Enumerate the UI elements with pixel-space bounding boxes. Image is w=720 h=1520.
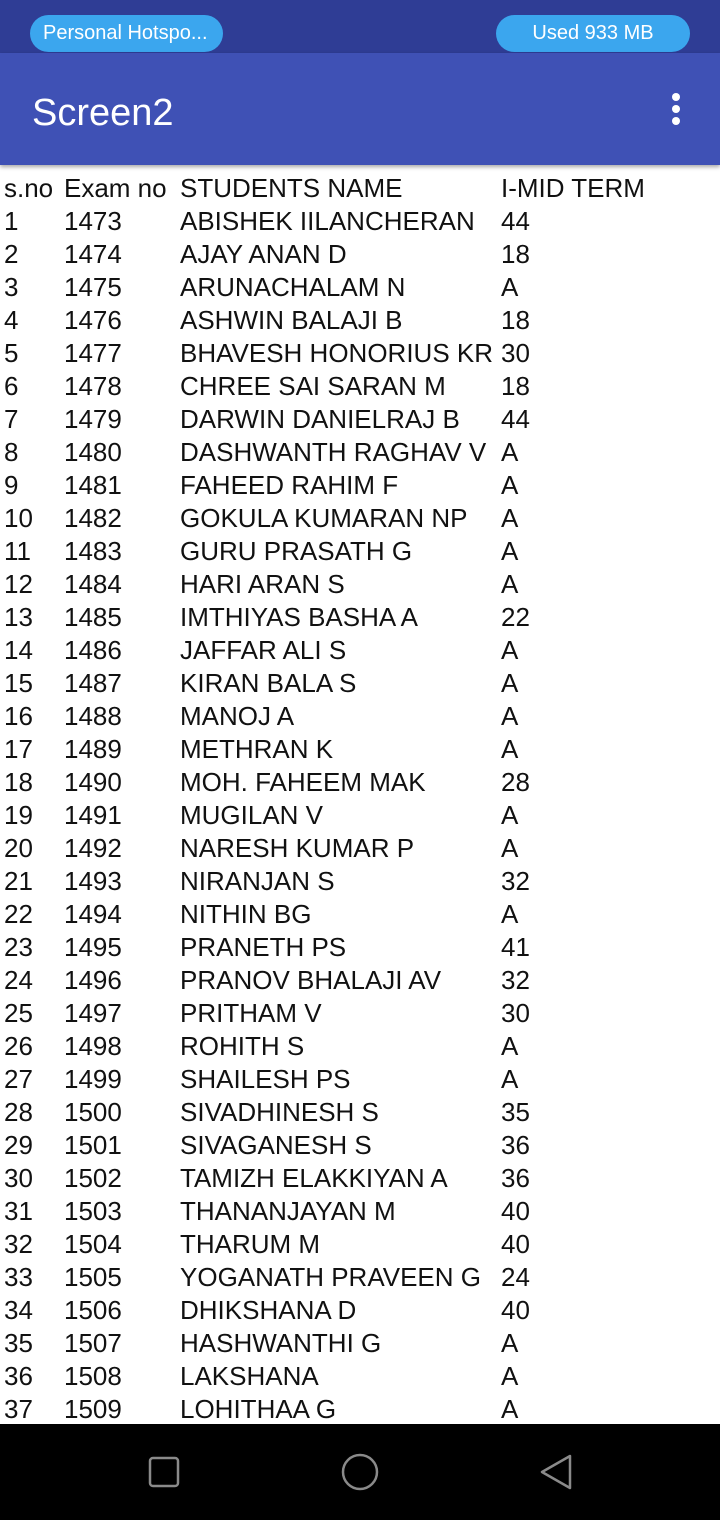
- cell-mid-term: A: [501, 437, 519, 467]
- cell-mid-term: 24: [501, 1262, 530, 1292]
- cell-exam-no: 1502: [64, 1163, 122, 1193]
- table-row: [0, 601, 720, 634]
- table-row: [0, 1261, 720, 1294]
- navigation-bar: [0, 1424, 720, 1520]
- cell-student-name: MANOJ A: [180, 701, 295, 731]
- cell-sno: 35: [4, 1328, 33, 1358]
- cell-mid-term: 32: [501, 866, 530, 896]
- cell-mid-term: A: [501, 635, 519, 665]
- cell-mid-term: A: [501, 470, 519, 500]
- cell-exam-no: 1485: [64, 602, 122, 632]
- cell-mid-term: A: [501, 272, 519, 302]
- cell-mid-term: A: [501, 833, 519, 863]
- cell-sno: 21: [4, 866, 33, 896]
- cell-mid-term: A: [501, 536, 519, 566]
- cell-sno: 11: [4, 536, 31, 566]
- cell-mid-term: A: [501, 668, 519, 698]
- cell-sno: 6: [4, 371, 19, 401]
- cell-student-name: HARI ARAN S: [180, 569, 345, 599]
- cell-student-name: GURU PRASATH G: [180, 536, 413, 566]
- cell-student-name: METHRAN K: [180, 734, 334, 764]
- table-row: [0, 436, 720, 469]
- cell-sno: 19: [4, 800, 33, 830]
- home-icon[interactable]: [338, 1450, 382, 1494]
- cell-sno: 15: [4, 668, 33, 698]
- recent-apps-icon[interactable]: [142, 1450, 186, 1494]
- table-row: [0, 1129, 720, 1162]
- cell-sno: 24: [4, 965, 33, 995]
- cell-student-name: HASHWANTHI G: [180, 1328, 382, 1358]
- cell-sno: 28: [4, 1097, 33, 1127]
- cell-sno: 10: [4, 503, 33, 533]
- cell-sno: 8: [4, 437, 19, 467]
- table-row: [0, 931, 720, 964]
- cell-exam-no: 1491: [64, 800, 122, 830]
- cell-sno: 37: [4, 1394, 33, 1424]
- table-row: [0, 1096, 720, 1129]
- table-row: [0, 799, 720, 832]
- cell-student-name: NIRANJAN S: [180, 866, 335, 896]
- cell-exam-no: 1504: [64, 1229, 122, 1259]
- cell-sno: 20: [4, 833, 33, 863]
- cell-mid-term: 18: [501, 239, 530, 269]
- cell-student-name: IMTHIYAS BASHA A: [180, 602, 418, 632]
- cell-student-name: MUGILAN V: [180, 800, 324, 830]
- cell-mid-term: 36: [501, 1163, 530, 1193]
- table-row: [0, 667, 720, 700]
- cell-sno: 30: [4, 1163, 33, 1193]
- cell-exam-no: 1479: [64, 404, 122, 434]
- table-row: [0, 1294, 720, 1327]
- header-student-name: STUDENTS NAME: [180, 173, 403, 203]
- table-row: [0, 865, 720, 898]
- table-row: [0, 1030, 720, 1063]
- cell-student-name: ROHITH S: [180, 1031, 305, 1061]
- cell-sno: 26: [4, 1031, 33, 1061]
- cell-sno: 18: [4, 767, 33, 797]
- cell-sno: 7: [4, 404, 19, 434]
- header-exam-no: Exam no: [64, 173, 167, 203]
- table-row: [0, 502, 720, 535]
- cell-sno: 14: [4, 635, 33, 665]
- cell-sno: 31: [4, 1196, 33, 1226]
- cell-sno: 22: [4, 899, 33, 929]
- cell-sno: 13: [4, 602, 33, 632]
- cell-exam-no: 1499: [64, 1064, 122, 1094]
- table-row: [0, 535, 720, 568]
- cell-student-name: DASHWANTH RAGHAV V: [180, 437, 487, 467]
- table-row: [0, 997, 720, 1030]
- more-vertical-icon[interactable]: [658, 87, 694, 131]
- data-usage-indicator[interactable]: Used 933 MB: [496, 15, 690, 52]
- cell-exam-no: 1495: [64, 932, 122, 962]
- table-row: [0, 205, 720, 238]
- cell-mid-term: A: [501, 1361, 519, 1391]
- cell-student-name: YOGANATH PRAVEEN G: [180, 1262, 481, 1292]
- cell-exam-no: 1498: [64, 1031, 122, 1061]
- cell-exam-no: 1508: [64, 1361, 122, 1391]
- cell-student-name: SIVAGANESH S: [180, 1130, 372, 1160]
- cell-sno: 12: [4, 569, 33, 599]
- cell-exam-no: 1473: [64, 206, 122, 236]
- cell-student-name: PRANETH PS: [180, 932, 347, 962]
- table-row: [0, 304, 720, 337]
- cell-exam-no: 1493: [64, 866, 122, 896]
- table-row: [0, 1360, 720, 1393]
- table-row: [0, 1162, 720, 1195]
- cell-mid-term: A: [501, 734, 519, 764]
- cell-student-name: SIVADHINESH S: [180, 1097, 379, 1127]
- cell-exam-no: 1506: [64, 1295, 122, 1325]
- cell-exam-no: 1480: [64, 437, 122, 467]
- cell-student-name: LOHITHAA G: [180, 1394, 337, 1424]
- table-row: [0, 766, 720, 799]
- cell-exam-no: 1489: [64, 734, 122, 764]
- table-row: [0, 964, 720, 997]
- cell-exam-no: 1476: [64, 305, 122, 335]
- cell-mid-term: 18: [501, 305, 530, 335]
- cell-mid-term: 30: [501, 338, 530, 368]
- cell-exam-no: 1478: [64, 371, 122, 401]
- cell-mid-term: 36: [501, 1130, 530, 1160]
- status-bar: [0, 0, 720, 53]
- table-row: [0, 1195, 720, 1228]
- table-row: [0, 238, 720, 271]
- cell-student-name: GOKULA KUMARAN NP: [180, 503, 468, 533]
- cell-student-name: ASHWIN BALAJI B: [180, 305, 403, 335]
- cell-student-name: AJAY ANAN D: [180, 239, 347, 269]
- cell-exam-no: 1486: [64, 635, 122, 665]
- cell-student-name: THANANJAYAN M: [180, 1196, 396, 1226]
- cell-mid-term: 18: [501, 371, 530, 401]
- cell-student-name: CHREE SAI SARAN M: [180, 371, 446, 401]
- cell-student-name: NITHIN BG: [180, 899, 312, 929]
- cell-exam-no: 1484: [64, 569, 122, 599]
- table-row: [0, 469, 720, 502]
- cell-exam-no: 1488: [64, 701, 122, 731]
- cell-exam-no: 1509: [64, 1394, 122, 1424]
- cell-sno: 33: [4, 1262, 33, 1292]
- cell-sno: 25: [4, 998, 33, 1028]
- cell-mid-term: 44: [501, 404, 530, 434]
- cell-exam-no: 1505: [64, 1262, 122, 1292]
- cell-student-name: ABISHEK IILANCHERAN: [180, 206, 475, 236]
- cell-mid-term: 40: [501, 1295, 530, 1325]
- cell-mid-term: 32: [501, 965, 530, 995]
- header-mid-term: I-MID TERM: [501, 173, 645, 203]
- cell-exam-no: 1487: [64, 668, 122, 698]
- app-bar: [0, 53, 720, 165]
- cell-sno: 16: [4, 701, 33, 731]
- table-body: [0, 205, 720, 1424]
- cell-exam-no: 1497: [64, 998, 122, 1028]
- cell-student-name: THARUM M: [180, 1229, 321, 1259]
- cell-exam-no: 1507: [64, 1328, 122, 1358]
- cell-student-name: ARUNACHALAM N: [180, 272, 406, 302]
- cell-student-name: PRANOV BHALAJI AV: [180, 965, 442, 995]
- cell-sno: 29: [4, 1130, 33, 1160]
- cell-sno: 5: [4, 338, 19, 368]
- cell-mid-term: 28: [501, 767, 530, 797]
- cell-exam-no: 1482: [64, 503, 122, 533]
- cell-exam-no: 1475: [64, 272, 122, 302]
- cell-exam-no: 1494: [64, 899, 122, 929]
- cell-student-name: TAMIZH ELAKKIYAN A: [180, 1163, 448, 1193]
- cell-mid-term: 41: [501, 932, 530, 962]
- table-header-row: [0, 172, 720, 205]
- cell-mid-term: A: [501, 1328, 519, 1358]
- cell-exam-no: 1481: [64, 470, 122, 500]
- cell-mid-term: 22: [501, 602, 530, 632]
- cell-sno: 3: [4, 272, 19, 302]
- cell-sno: 32: [4, 1229, 33, 1259]
- cell-sno: 27: [4, 1064, 33, 1094]
- menu-dot: [672, 93, 680, 101]
- cell-sno: 36: [4, 1361, 33, 1391]
- cell-mid-term: 44: [501, 206, 530, 236]
- table-row: [0, 337, 720, 370]
- cell-student-name: PRITHAM V: [180, 998, 322, 1028]
- cell-exam-no: 1483: [64, 536, 122, 566]
- cell-sno: 17: [4, 734, 33, 764]
- cell-sno: 34: [4, 1295, 33, 1325]
- cell-sno: 1: [4, 206, 19, 236]
- table-row: [0, 733, 720, 766]
- table-row: [0, 634, 720, 667]
- screen-title: Screen2: [32, 92, 174, 134]
- cell-sno: 4: [4, 305, 19, 335]
- cell-mid-term: A: [501, 503, 519, 533]
- cell-student-name: SHAILESH PS: [180, 1064, 351, 1094]
- cell-mid-term: A: [501, 1394, 519, 1424]
- cell-student-name: LAKSHANA: [180, 1361, 319, 1391]
- cell-student-name: DARWIN DANIELRAJ B: [180, 404, 460, 434]
- cell-exam-no: 1496: [64, 965, 122, 995]
- menu-dot: [672, 105, 680, 113]
- cell-exam-no: 1474: [64, 239, 122, 269]
- marks-table[interactable]: [0, 172, 720, 1424]
- header-sno: s.no: [4, 173, 54, 203]
- cell-student-name: BHAVESH HONORIUS KR: [180, 338, 494, 368]
- table-row: [0, 271, 720, 304]
- cell-student-name: KIRAN BALA S: [180, 668, 357, 698]
- cell-mid-term: 40: [501, 1196, 530, 1226]
- cell-exam-no: 1503: [64, 1196, 122, 1226]
- cell-mid-term: A: [501, 701, 519, 731]
- back-icon[interactable]: [534, 1450, 578, 1494]
- table-row: [0, 1327, 720, 1360]
- table-row: [0, 1228, 720, 1261]
- cell-student-name: DHIKSHANA D: [180, 1295, 357, 1325]
- table-row: [0, 700, 720, 733]
- cell-mid-term: A: [501, 800, 519, 830]
- cell-sno: 2: [4, 239, 19, 269]
- cell-mid-term: 30: [501, 998, 530, 1028]
- cell-mid-term: 40: [501, 1229, 530, 1259]
- cell-exam-no: 1492: [64, 833, 122, 863]
- cell-student-name: MOH. FAHEEM MAK: [180, 767, 426, 797]
- table-row: [0, 1393, 720, 1424]
- table-row: [0, 1063, 720, 1096]
- cell-sno: 23: [4, 932, 33, 962]
- cell-student-name: NARESH KUMAR P: [180, 833, 415, 863]
- hotspot-indicator[interactable]: Personal Hotspo...: [30, 15, 223, 52]
- cell-student-name: FAHEED RAHIM F: [180, 470, 399, 500]
- cell-mid-term: 35: [501, 1097, 530, 1127]
- table-row: [0, 898, 720, 931]
- table-row: [0, 370, 720, 403]
- cell-mid-term: A: [501, 1031, 519, 1061]
- cell-exam-no: 1500: [64, 1097, 122, 1127]
- cell-exam-no: 1477: [64, 338, 122, 368]
- table-row: [0, 403, 720, 436]
- cell-mid-term: A: [501, 899, 519, 929]
- cell-mid-term: A: [501, 569, 519, 599]
- table-row: [0, 568, 720, 601]
- cell-exam-no: 1490: [64, 767, 122, 797]
- menu-dot: [672, 117, 680, 125]
- table-row: [0, 832, 720, 865]
- cell-exam-no: 1501: [64, 1130, 122, 1160]
- cell-mid-term: A: [501, 1064, 519, 1094]
- cell-sno: 9: [4, 470, 19, 500]
- cell-student-name: JAFFAR ALI S: [180, 635, 347, 665]
